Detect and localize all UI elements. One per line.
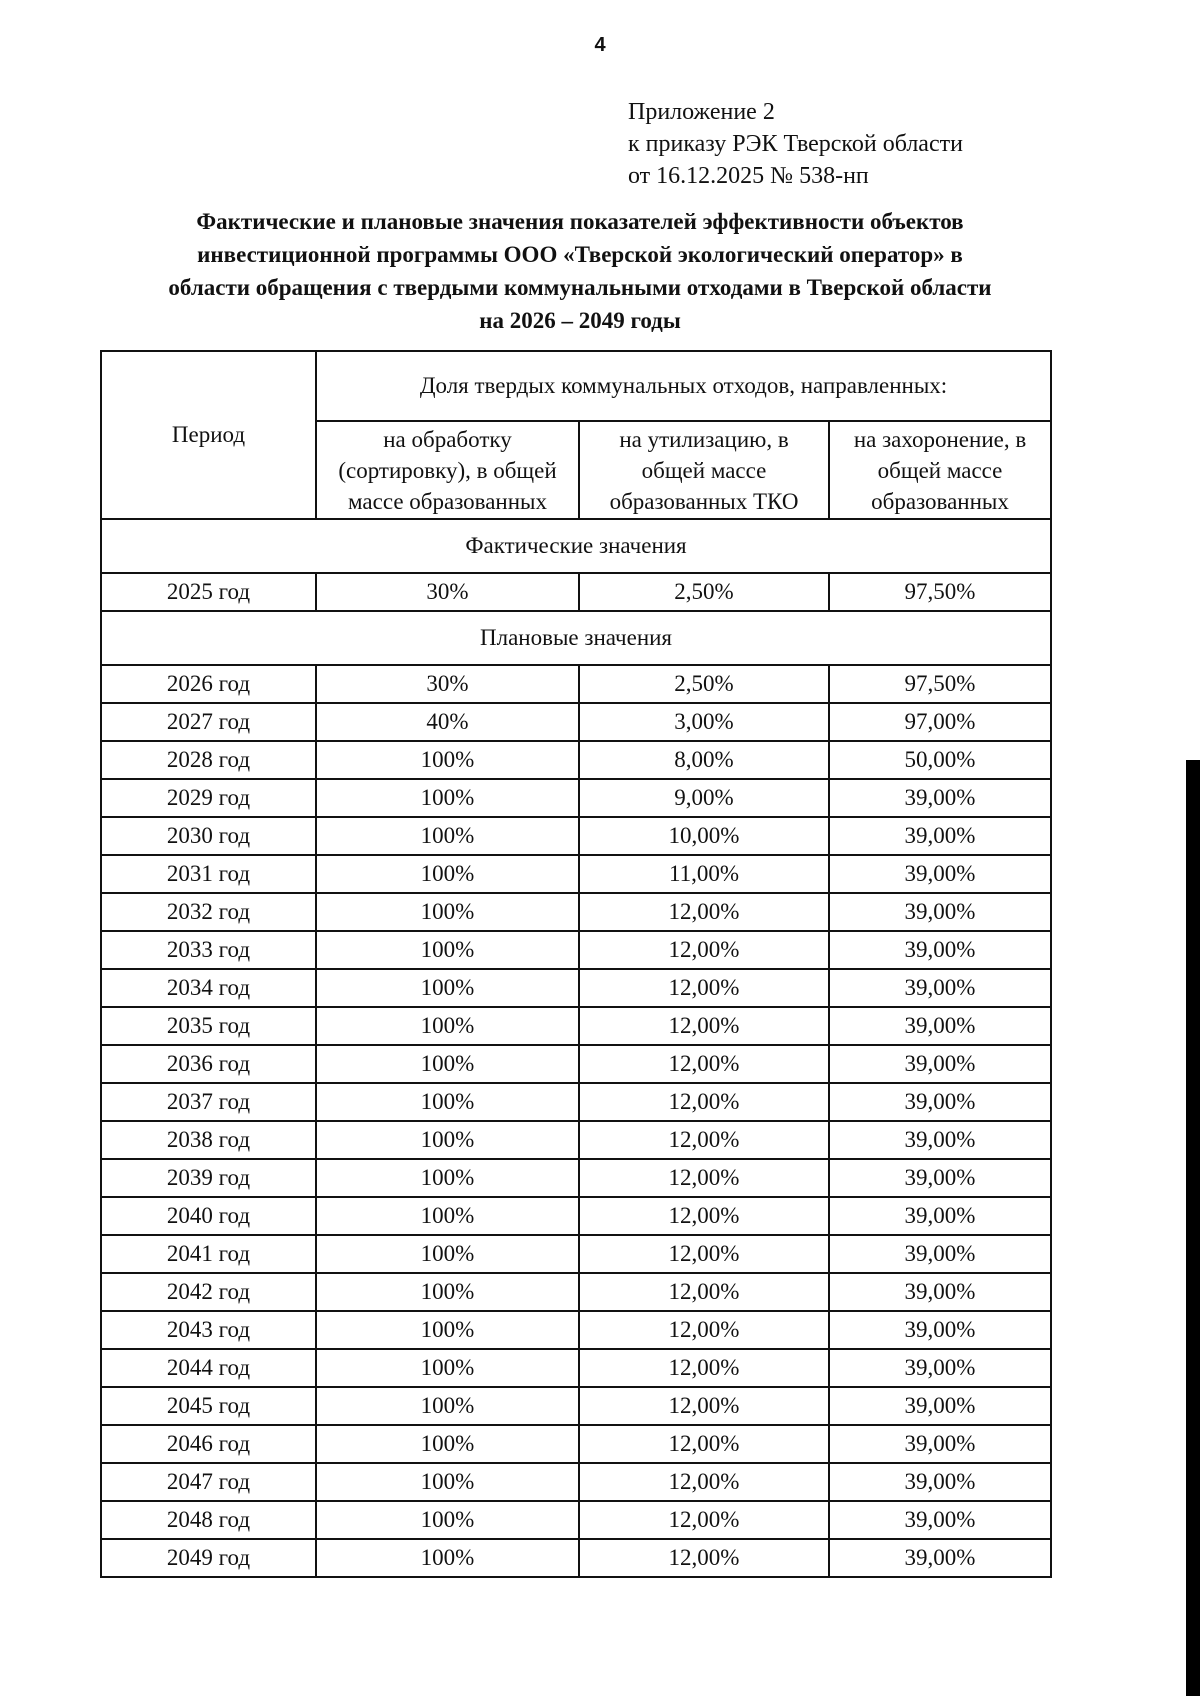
utilization-cell: 12,00% <box>579 1349 829 1387</box>
period-cell: 2045 год <box>101 1387 316 1425</box>
utilization-cell: 12,00% <box>579 1311 829 1349</box>
utilization-cell: 12,00% <box>579 969 829 1007</box>
actual-section-header: Фактические значения <box>101 519 1051 573</box>
table-row <box>101 1007 1051 1045</box>
disposal-cell: 97,50% <box>829 573 1051 611</box>
header-line: на обработку <box>383 427 512 452</box>
disposal-cell: 39,00% <box>829 1349 1051 1387</box>
processing-cell: 100% <box>316 1007 579 1045</box>
disposal-cell: 50,00% <box>829 741 1051 779</box>
period-cell: 2049 год <box>101 1539 316 1577</box>
period-cell: 2028 год <box>101 741 316 779</box>
utilization-cell: 3,00% <box>579 703 829 741</box>
disposal-header <box>829 421 1051 519</box>
title-line: инвестиционной программы ООО «Тверской экологический оператор» в <box>197 242 963 267</box>
planned-section-header: Плановые значения <box>101 611 1051 665</box>
period-cell: 2036 год <box>101 1045 316 1083</box>
processing-cell: 100% <box>316 1463 579 1501</box>
utilization-cell: 12,00% <box>579 931 829 969</box>
utilization-cell: 12,00% <box>579 1539 829 1577</box>
processing-cell: 100% <box>316 1311 579 1349</box>
table-row <box>101 741 1051 779</box>
header-line: на утилизацию, в <box>619 427 789 452</box>
disposal-cell: 39,00% <box>829 1311 1051 1349</box>
utilization-cell: 12,00% <box>579 1463 829 1501</box>
utilization-cell: 12,00% <box>579 1273 829 1311</box>
period-cell: 2044 год <box>101 1349 316 1387</box>
table-row <box>101 573 1051 611</box>
disposal-cell: 39,00% <box>829 1121 1051 1159</box>
table-row <box>101 703 1051 741</box>
period-cell: 2040 год <box>101 1197 316 1235</box>
processing-cell: 100% <box>316 1159 579 1197</box>
table-row <box>101 1045 1051 1083</box>
disposal-cell: 39,00% <box>829 1197 1051 1235</box>
utilization-cell: 12,00% <box>579 1425 829 1463</box>
header-line: на захоронение, в <box>853 427 1027 452</box>
processing-cell: 100% <box>316 1121 579 1159</box>
table-row <box>101 1121 1051 1159</box>
disposal-cell: 39,00% <box>829 931 1051 969</box>
processing-cell: 100% <box>316 1425 579 1463</box>
page-number: 4 <box>594 34 606 56</box>
disposal-cell: 97,50% <box>829 665 1051 703</box>
processing-header <box>316 421 579 519</box>
processing-cell: 100% <box>316 817 579 855</box>
disposal-cell: 39,00% <box>829 1425 1051 1463</box>
utilization-cell: 12,00% <box>579 893 829 931</box>
utilization-cell: 12,00% <box>579 1121 829 1159</box>
table-row <box>101 779 1051 817</box>
period-cell: 2039 год <box>101 1159 316 1197</box>
table-row <box>101 1159 1051 1197</box>
utilization-cell: 9,00% <box>579 779 829 817</box>
table-row <box>101 817 1051 855</box>
period-cell: 2043 год <box>101 1311 316 1349</box>
utilization-cell: 12,00% <box>579 1007 829 1045</box>
disposal-cell: 39,00% <box>829 1273 1051 1311</box>
indicators-table <box>100 350 1052 1578</box>
table-row <box>101 1349 1051 1387</box>
table-row <box>101 1273 1051 1311</box>
processing-cell: 100% <box>316 1349 579 1387</box>
period-cell: 2032 год <box>101 893 316 931</box>
document-title <box>80 205 1080 337</box>
header-line: образованных <box>871 489 1009 514</box>
table-row <box>101 931 1051 969</box>
table-row <box>101 1425 1051 1463</box>
utilization-cell: 8,00% <box>579 741 829 779</box>
utilization-cell: 10,00% <box>579 817 829 855</box>
utilization-cell: 2,50% <box>579 573 829 611</box>
disposal-cell: 39,00% <box>829 1235 1051 1273</box>
period-cell: 2025 год <box>101 573 316 611</box>
period-cell: 2047 год <box>101 1463 316 1501</box>
appendix-line: Приложение 2 <box>628 99 775 125</box>
processing-cell: 30% <box>316 665 579 703</box>
disposal-cell: 39,00% <box>829 1159 1051 1197</box>
table-row <box>101 1197 1051 1235</box>
appendix-block <box>628 96 963 192</box>
header-line: образованных ТКО <box>609 489 799 514</box>
period-cell: 2031 год <box>101 855 316 893</box>
utilization-cell: 12,00% <box>579 1045 829 1083</box>
utilization-cell: 12,00% <box>579 1159 829 1197</box>
table-row <box>101 1235 1051 1273</box>
period-header: Период <box>101 351 316 519</box>
disposal-cell: 39,00% <box>829 855 1051 893</box>
header-line: массе образованных <box>348 489 547 514</box>
utilization-cell: 12,00% <box>579 1083 829 1121</box>
title-line: на 2026 – 2049 годы <box>479 308 681 333</box>
processing-cell: 40% <box>316 703 579 741</box>
period-cell: 2038 год <box>101 1121 316 1159</box>
utilization-header <box>579 421 829 519</box>
disposal-cell: 39,00% <box>829 1539 1051 1577</box>
disposal-cell: 97,00% <box>829 703 1051 741</box>
disposal-cell: 39,00% <box>829 817 1051 855</box>
header-line: общей массе <box>641 458 767 483</box>
disposal-cell: 39,00% <box>829 1045 1051 1083</box>
utilization-cell: 12,00% <box>579 1387 829 1425</box>
table-row <box>101 1311 1051 1349</box>
period-cell: 2030 год <box>101 817 316 855</box>
table-row <box>101 1463 1051 1501</box>
processing-cell: 100% <box>316 1387 579 1425</box>
period-cell: 2035 год <box>101 1007 316 1045</box>
processing-cell: 100% <box>316 855 579 893</box>
period-cell: 2029 год <box>101 779 316 817</box>
period-cell: 2033 год <box>101 931 316 969</box>
table-row <box>101 1387 1051 1425</box>
processing-cell: 100% <box>316 779 579 817</box>
appendix-line: от 16.12.2025 № 538-нп <box>628 163 869 189</box>
period-cell: 2048 год <box>101 1501 316 1539</box>
table-row <box>101 855 1051 893</box>
appendix-line: к приказу РЭК Тверской области <box>628 131 963 157</box>
period-cell: 2027 год <box>101 703 316 741</box>
processing-cell: 100% <box>316 1083 579 1121</box>
period-cell: 2037 год <box>101 1083 316 1121</box>
disposal-cell: 39,00% <box>829 1501 1051 1539</box>
processing-cell: 100% <box>316 969 579 1007</box>
processing-cell: 100% <box>316 893 579 931</box>
disposal-cell: 39,00% <box>829 1387 1051 1425</box>
disposal-cell: 39,00% <box>829 1463 1051 1501</box>
processing-cell: 100% <box>316 931 579 969</box>
processing-cell: 100% <box>316 1501 579 1539</box>
table-row <box>101 1539 1051 1577</box>
table-row <box>101 1501 1051 1539</box>
group-header: Доля твердых коммунальных отходов, направленных: <box>316 351 1051 421</box>
processing-cell: 100% <box>316 741 579 779</box>
utilization-cell: 2,50% <box>579 665 829 703</box>
utilization-cell: 12,00% <box>579 1501 829 1539</box>
period-cell: 2026 год <box>101 665 316 703</box>
disposal-cell: 39,00% <box>829 893 1051 931</box>
header-line: общей массе <box>877 458 1003 483</box>
title-line: области обращения с твердыми коммунальными отходами в Тверской области <box>168 275 992 300</box>
utilization-cell: 12,00% <box>579 1235 829 1273</box>
processing-cell: 100% <box>316 1045 579 1083</box>
title-line: Фактические и плановые значения показателей эффективности объектов <box>196 209 964 234</box>
utilization-cell: 12,00% <box>579 1197 829 1235</box>
processing-cell: 100% <box>316 1539 579 1577</box>
period-cell: 2041 год <box>101 1235 316 1273</box>
period-cell: 2034 год <box>101 969 316 1007</box>
table-row <box>101 969 1051 1007</box>
processing-cell: 100% <box>316 1197 579 1235</box>
table-row <box>101 893 1051 931</box>
period-cell: 2046 год <box>101 1425 316 1463</box>
processing-cell: 100% <box>316 1235 579 1273</box>
table-row <box>101 1083 1051 1121</box>
table-row <box>101 665 1051 703</box>
header-line: (сортировку), в общей <box>338 458 557 483</box>
utilization-cell: 11,00% <box>579 855 829 893</box>
processing-cell: 30% <box>316 573 579 611</box>
disposal-cell: 39,00% <box>829 779 1051 817</box>
processing-cell: 100% <box>316 1273 579 1311</box>
disposal-cell: 39,00% <box>829 1083 1051 1121</box>
period-cell: 2042 год <box>101 1273 316 1311</box>
disposal-cell: 39,00% <box>829 969 1051 1007</box>
disposal-cell: 39,00% <box>829 1007 1051 1045</box>
scan-edge-mark <box>1186 760 1200 1696</box>
